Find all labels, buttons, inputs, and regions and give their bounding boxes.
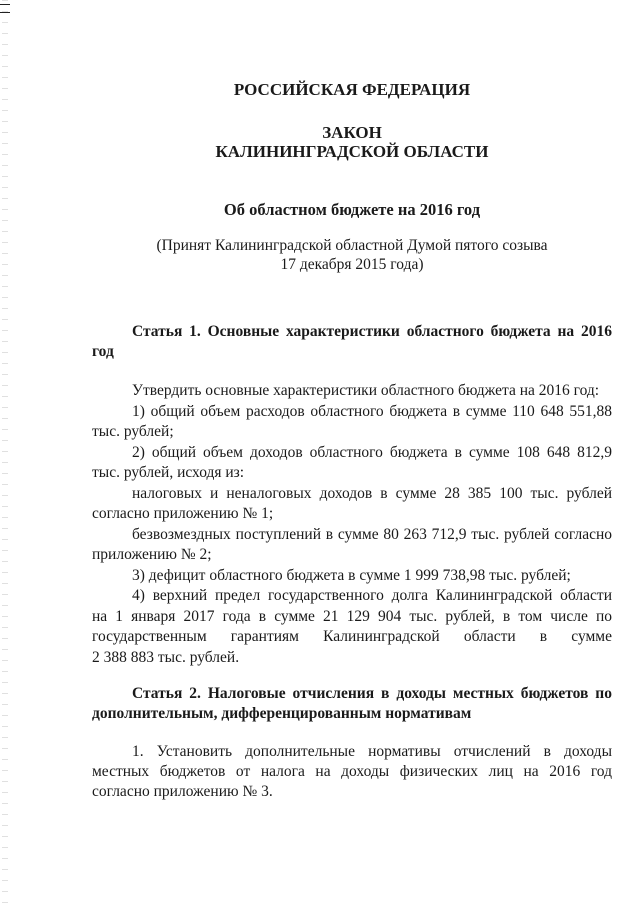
article1-text-line: безвозмездных поступлений в сумме 80 263 712,9 тыс. рублей согласно xyxy=(132,526,612,543)
article1-text-line: 2 388 883 тыс. рублей. xyxy=(92,649,240,666)
article2-text-line: согласно приложению № 3. xyxy=(92,783,273,800)
article2-heading-line-2: дополнительным, дифференцированным нормативам xyxy=(92,705,472,722)
article1-text-line: 4) верхний предел государственного долга Калининградской области xyxy=(132,587,612,604)
article1-text-line: 3) дефицит областного бюджета в сумме 1 999 738,98 тыс. рублей; xyxy=(132,567,571,584)
country-heading: РОССИЙСКАЯ ФЕДЕРАЦИЯ xyxy=(233,80,471,99)
adopted-line-2: 17 декабря 2015 года) xyxy=(280,256,424,273)
article1-text-line: налоговых и неналоговых доходов в сумме 28 385 100 тыс. рублей xyxy=(132,485,612,502)
article1-text-line: государственным гарантиям Калининградской области в сумме xyxy=(92,628,612,645)
article1-text-line: приложению № 2; xyxy=(92,546,212,563)
article1-text-line: согласно приложению № 1; xyxy=(92,505,274,522)
article2-heading-line-1: Статья 2. Налоговые отчисления в доходы местных бюджетов по xyxy=(132,685,612,702)
article1-text-line: на 1 января 2017 года в сумме 21 129 904 тыс. рублей, в том числе по xyxy=(92,608,612,625)
article2-text-line: местных бюджетов от налога на доходы физических лиц на 2016 год xyxy=(92,763,612,780)
region-heading: КАЛИНИНГРАДСКОЙ ОБЛАСТИ xyxy=(215,142,489,161)
scan-edge-marks xyxy=(2,0,8,905)
article1-text-line: Утвердить основные характеристики областного бюджета на 2016 год: xyxy=(132,382,600,399)
corner-mark xyxy=(0,0,14,22)
article1-text-line: тыс. рублей, исходя из: xyxy=(92,464,245,481)
article2-text-line: 1. Установить дополнительные нормативы отчислений в доходы xyxy=(132,743,612,760)
adopted-line-1: (Принят Калининградской областной Думой пятого созыва xyxy=(156,237,548,254)
article1-text-line: 1) общий объем расходов областного бюджета в сумме 110 648 551,88 xyxy=(132,403,612,420)
law-title: Об областном бюджете на 2016 год xyxy=(223,200,481,219)
article1-heading-line-2: год xyxy=(92,343,114,360)
article1-heading-line-1: Статья 1. Основные характеристики областного бюджета на 2016 xyxy=(132,323,612,340)
article1-text-line: 2) общий объем доходов областного бюджета в сумме 108 648 812,9 xyxy=(132,444,612,461)
article1-text-line: тыс. рублей; xyxy=(92,423,174,440)
law-heading: ЗАКОН xyxy=(322,123,382,142)
